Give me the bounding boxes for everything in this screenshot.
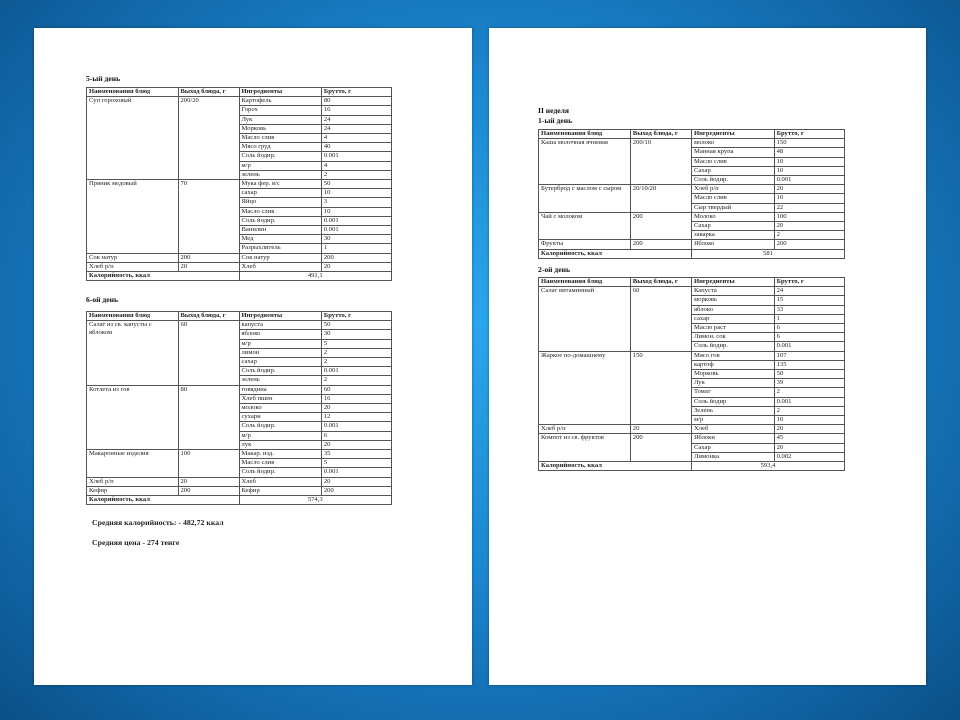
ingredient-cell: Горох <box>239 106 321 115</box>
ingredient-cell: Соль йодир. <box>239 367 321 376</box>
gross-weight-cell: 60 <box>321 385 391 394</box>
gross-weight-cell: 0.001 <box>774 342 844 351</box>
gross-weight-cell: 30 <box>321 330 391 339</box>
ingredient-cell: Яблоки <box>691 434 774 443</box>
table-row <box>87 262 392 271</box>
dish-name-cell: Кефир <box>87 486 179 495</box>
table-row <box>87 385 392 394</box>
dish-output-cell: 60 <box>630 287 691 351</box>
gross-weight-cell: 200 <box>321 253 391 262</box>
gross-weight-cell: 80 <box>321 97 391 106</box>
table-row <box>87 477 392 486</box>
ingredient-cell: говядина <box>239 385 321 394</box>
gross-weight-cell: 22 <box>774 203 844 212</box>
dish-name-cell: Каша молочная ячневая <box>539 139 631 185</box>
dish-output-cell: 200 <box>630 212 691 240</box>
ingredient-cell: морковь <box>691 296 774 305</box>
table-row <box>87 97 392 106</box>
gross-weight-cell: 20 <box>774 222 844 231</box>
gross-weight-cell: 6 <box>774 324 844 333</box>
table-header-row <box>87 88 392 97</box>
dish-output-cell: 200 <box>178 486 239 495</box>
ingredient-cell: Сок натур <box>239 253 321 262</box>
ingredient-cell: капуста <box>239 321 321 330</box>
gross-weight-cell: 107 <box>774 351 844 360</box>
column-header: Наименования блюд <box>539 278 631 287</box>
ingredient-cell: Лимонка <box>691 452 774 461</box>
ingredient-cell: заварка <box>691 231 774 240</box>
ingredient-cell: Соль йодир. <box>691 176 774 185</box>
gross-weight-cell: 24 <box>321 115 391 124</box>
ingredient-cell: лук <box>239 440 321 449</box>
column-header: Наименования блюд <box>87 88 179 97</box>
ingredient-cell: Макар. изд. <box>239 450 321 459</box>
dish-name-cell: Хлеб р/п <box>539 425 631 434</box>
table-row <box>87 321 392 330</box>
gross-weight-cell: 20 <box>321 262 391 271</box>
gross-weight-cell: 135 <box>774 360 844 369</box>
gross-weight-cell: 15 <box>774 296 844 305</box>
ingredient-cell: Сахар <box>691 166 774 175</box>
dish-name-cell: Салат витаминный <box>539 287 631 351</box>
table-row <box>539 351 845 360</box>
gross-weight-cell: 39 <box>774 379 844 388</box>
gross-weight-cell: 5 <box>321 459 391 468</box>
total-calories-label: Калорийность, ккал <box>539 249 692 258</box>
day6-menu-table <box>86 311 392 505</box>
gross-weight-cell: 0.001 <box>321 367 391 376</box>
gross-weight-cell: 0.001 <box>321 226 391 235</box>
ingredient-cell: Мясо груд <box>239 143 321 152</box>
table-row <box>539 434 845 443</box>
week-heading: II неделя <box>538 106 570 115</box>
ingredient-cell: яблоко <box>691 305 774 314</box>
gross-weight-cell: 10 <box>774 416 844 425</box>
gross-weight-cell: 50 <box>774 370 844 379</box>
ingredient-cell: м/р <box>239 339 321 348</box>
ingredient-cell: яблоко <box>239 330 321 339</box>
dish-name-cell: Суп гороховый <box>87 97 179 180</box>
ingredient-cell: Сыр твердый <box>691 203 774 212</box>
ingredient-cell: Масло слив <box>691 157 774 166</box>
day5-menu-table <box>86 87 392 281</box>
ingredient-cell: Хлеб <box>691 425 774 434</box>
gross-weight-cell: 0.001 <box>774 397 844 406</box>
total-calories-value: 574,3 <box>239 496 392 505</box>
ingredient-cell: Томат <box>691 388 774 397</box>
gross-weight-cell: 10 <box>321 189 391 198</box>
ingredient-cell: Хлеб р/п <box>691 185 774 194</box>
ingredient-cell: Яблоко <box>691 240 774 249</box>
gross-weight-cell: 6 <box>321 431 391 440</box>
gross-weight-cell: 20 <box>774 425 844 434</box>
dish-output-cell: 70 <box>178 180 239 254</box>
total-calories-label: Калорийность, ккал <box>87 272 240 281</box>
column-header: Брутто, г <box>774 130 844 139</box>
ingredient-cell: Мясо гов <box>691 351 774 360</box>
ingredient-cell: Капуста <box>691 287 774 296</box>
dish-name-cell: Котлета из гов <box>87 385 179 449</box>
column-header: Ингредиенты <box>239 312 321 321</box>
gross-weight-cell: 24 <box>321 124 391 133</box>
document-page-left <box>34 28 472 685</box>
total-calories-label: Калорийность, ккал <box>539 462 692 471</box>
ingredient-cell: картоф <box>691 360 774 369</box>
ingredient-cell: Масло слив <box>239 459 321 468</box>
dish-name-cell: Фрукты <box>539 240 631 249</box>
ingredient-cell: Зелень <box>691 406 774 415</box>
ingredient-cell: Соль йодир. <box>239 152 321 161</box>
gross-weight-cell: 0.001 <box>321 152 391 161</box>
total-calories-value: 593,4 <box>691 462 844 471</box>
column-header: Выход блюда, г <box>178 88 239 97</box>
gross-weight-cell: 2 <box>321 358 391 367</box>
gross-weight-cell: 10 <box>321 207 391 216</box>
week2-day1-heading: 1-ый день <box>538 116 573 125</box>
column-header: Ингредиенты <box>691 278 774 287</box>
gross-weight-cell: 0.001 <box>321 216 391 225</box>
dish-output-cell: 20 <box>630 425 691 434</box>
gross-weight-cell: 2 <box>321 170 391 179</box>
dish-name-cell: Чай с молоком <box>539 212 631 240</box>
week2-day2-heading: 2-ой день <box>538 265 570 274</box>
table-row <box>87 180 392 189</box>
gross-weight-cell: 2 <box>774 231 844 240</box>
dish-output-cell: 200 <box>630 434 691 462</box>
ingredient-cell: Сахар <box>691 222 774 231</box>
ingredient-cell: сахар <box>239 189 321 198</box>
ingredient-cell: Лук <box>239 115 321 124</box>
dish-name-cell: Сок натур <box>87 253 179 262</box>
table-header-row <box>539 130 845 139</box>
gross-weight-cell: 33 <box>774 305 844 314</box>
table-header-row <box>87 312 392 321</box>
ingredient-cell: сухари <box>239 413 321 422</box>
total-calories-value: 581 <box>691 249 844 258</box>
gross-weight-cell: 45 <box>774 434 844 443</box>
gross-weight-cell: 2 <box>774 388 844 397</box>
ingredient-cell: Мука фер. в/с <box>239 180 321 189</box>
ingredient-cell: Разрыхлитель <box>239 244 321 253</box>
column-header: Наименования блюд <box>539 130 631 139</box>
dish-output-cell: 20 <box>178 477 239 486</box>
dish-output-cell: 20 <box>178 262 239 271</box>
ingredient-cell: зелень <box>239 170 321 179</box>
ingredient-cell: Лук <box>691 379 774 388</box>
gross-weight-cell: 150 <box>774 139 844 148</box>
ingredient-cell: м/р <box>691 416 774 425</box>
column-header: Брутто, г <box>774 278 844 287</box>
gross-weight-cell: 10 <box>774 157 844 166</box>
ingredient-cell: Соль йодир. <box>691 342 774 351</box>
gross-weight-cell: 50 <box>321 321 391 330</box>
gross-weight-cell: 16 <box>321 106 391 115</box>
ingredient-cell: Соль йодир. <box>239 422 321 431</box>
gross-weight-cell: 30 <box>321 235 391 244</box>
ingredient-cell: Соль йодир. <box>239 468 321 477</box>
gross-weight-cell: 2 <box>321 376 391 385</box>
dish-name-cell: Макаронные изделия <box>87 450 179 478</box>
ingredient-cell: м/р <box>239 431 321 440</box>
table-row <box>539 185 845 194</box>
dish-name-cell: Салат из св. капусты с яблоком <box>87 321 179 385</box>
gross-weight-cell: 40 <box>321 143 391 152</box>
ingredient-cell: зелень <box>239 376 321 385</box>
gross-weight-cell: 16 <box>321 394 391 403</box>
gross-weight-cell: 2 <box>321 348 391 357</box>
ingredient-cell: Соль йодир. <box>239 216 321 225</box>
gross-weight-cell: 48 <box>774 148 844 157</box>
dish-name-cell: Пряник медовый <box>87 180 179 254</box>
gross-weight-cell: 5 <box>321 339 391 348</box>
gross-weight-cell: 24 <box>774 287 844 296</box>
table-row <box>539 240 845 249</box>
ingredient-cell: Сахар <box>691 443 774 452</box>
day5-heading: 5-ый день <box>86 74 121 83</box>
gross-weight-cell: 3 <box>321 198 391 207</box>
table-row <box>539 139 845 148</box>
dish-name-cell: Хлеб р/п <box>87 477 179 486</box>
table-row <box>87 486 392 495</box>
gross-weight-cell: 0.001 <box>321 468 391 477</box>
day6-heading: 6-ой день <box>86 295 118 304</box>
gross-weight-cell: 4 <box>321 161 391 170</box>
ingredient-cell: молоко <box>239 404 321 413</box>
column-header: Наименования блюд <box>87 312 179 321</box>
total-row <box>87 496 392 505</box>
dish-output-cell: 20/10/20 <box>630 185 691 213</box>
gross-weight-cell: 35 <box>321 450 391 459</box>
table-row <box>539 425 845 434</box>
ingredient-cell: м/р <box>239 161 321 170</box>
column-header: Брутто, г <box>321 312 391 321</box>
table-row <box>539 212 845 221</box>
table-row <box>87 450 392 459</box>
total-row <box>539 462 845 471</box>
gross-weight-cell: 100 <box>774 212 844 221</box>
total-row <box>539 249 845 258</box>
gross-weight-cell: 0.001 <box>321 422 391 431</box>
dish-output-cell: 100 <box>178 450 239 478</box>
dish-output-cell: 200/10 <box>630 139 691 185</box>
gross-weight-cell: 50 <box>321 180 391 189</box>
gross-weight-cell: 0.001 <box>774 176 844 185</box>
ingredient-cell: Мед <box>239 235 321 244</box>
ingredient-cell: сахар <box>691 314 774 323</box>
ingredient-cell: Лимон. сок <box>691 333 774 342</box>
ingredient-cell: Хлеб <box>239 477 321 486</box>
ingredient-cell: Ванилин <box>239 226 321 235</box>
column-header: Брутто, г <box>321 88 391 97</box>
dish-output-cell: 200/20 <box>178 97 239 180</box>
ingredient-cell: Хлеб пшен <box>239 394 321 403</box>
week2-day1-menu-table <box>538 129 845 259</box>
ingredient-cell: Масло слив <box>691 194 774 203</box>
ingredient-cell: Яйцо <box>239 198 321 207</box>
table-row <box>539 287 845 296</box>
gross-weight-cell: 10 <box>774 166 844 175</box>
ingredient-cell: Соль йодир <box>691 397 774 406</box>
column-header: Выход блюда, г <box>178 312 239 321</box>
week2-day2-menu-table <box>538 277 845 471</box>
total-row <box>87 272 392 281</box>
gross-weight-cell: 2 <box>774 406 844 415</box>
gross-weight-cell: 20 <box>774 443 844 452</box>
document-page-right <box>489 28 926 685</box>
ingredient-cell: Манная крупа <box>691 148 774 157</box>
gross-weight-cell: 12 <box>321 413 391 422</box>
table-row <box>87 253 392 262</box>
ingredient-cell: Масло слив <box>239 207 321 216</box>
gross-weight-cell: 1 <box>774 314 844 323</box>
column-header: Выход блюда, г <box>630 130 691 139</box>
dish-name-cell: Бутерброд с маслом с сыром <box>539 185 631 213</box>
gross-weight-cell: 20 <box>774 185 844 194</box>
ingredient-cell: Кефир <box>239 486 321 495</box>
average-price: Средняя цена - 274 тенге <box>92 538 180 547</box>
ingredient-cell: Молоко <box>691 212 774 221</box>
gross-weight-cell: 10 <box>774 194 844 203</box>
total-calories-value: 491,1 <box>239 272 392 281</box>
dish-output-cell: 200 <box>630 240 691 249</box>
gross-weight-cell: 20 <box>321 404 391 413</box>
gross-weight-cell: 0.002 <box>774 452 844 461</box>
gross-weight-cell: 20 <box>321 477 391 486</box>
dish-name-cell: Хлеб р/п <box>87 262 179 271</box>
ingredient-cell: Масло слив <box>239 134 321 143</box>
gross-weight-cell: 200 <box>321 486 391 495</box>
dish-output-cell: 80 <box>178 385 239 449</box>
gross-weight-cell: 200 <box>774 240 844 249</box>
ingredient-cell: сахар <box>239 358 321 367</box>
dish-name-cell: Компот из св. фруктов <box>539 434 631 462</box>
gross-weight-cell: 20 <box>321 440 391 449</box>
column-header: Выход блюда, г <box>630 278 691 287</box>
ingredient-cell: Картофель <box>239 97 321 106</box>
gross-weight-cell: 4 <box>321 134 391 143</box>
ingredient-cell: лимон <box>239 348 321 357</box>
dish-output-cell: 60 <box>178 321 239 385</box>
table-header-row <box>539 278 845 287</box>
gross-weight-cell: 6 <box>774 333 844 342</box>
dish-output-cell: 150 <box>630 351 691 425</box>
total-calories-label: Калорийность, ккал <box>87 496 240 505</box>
ingredient-cell: Морковь <box>691 370 774 379</box>
dish-name-cell: Жаркое по-домашнему <box>539 351 631 425</box>
ingredient-cell: Морковь <box>239 124 321 133</box>
column-header: Ингредиенты <box>691 130 774 139</box>
ingredient-cell: Масло раст <box>691 324 774 333</box>
average-calories: Средняя калорийность: - 482,72 ккал <box>92 518 224 527</box>
ingredient-cell: Хлеб <box>239 262 321 271</box>
ingredient-cell: молоко <box>691 139 774 148</box>
column-header: Ингредиенты <box>239 88 321 97</box>
dish-output-cell: 200 <box>178 253 239 262</box>
gross-weight-cell: 1 <box>321 244 391 253</box>
